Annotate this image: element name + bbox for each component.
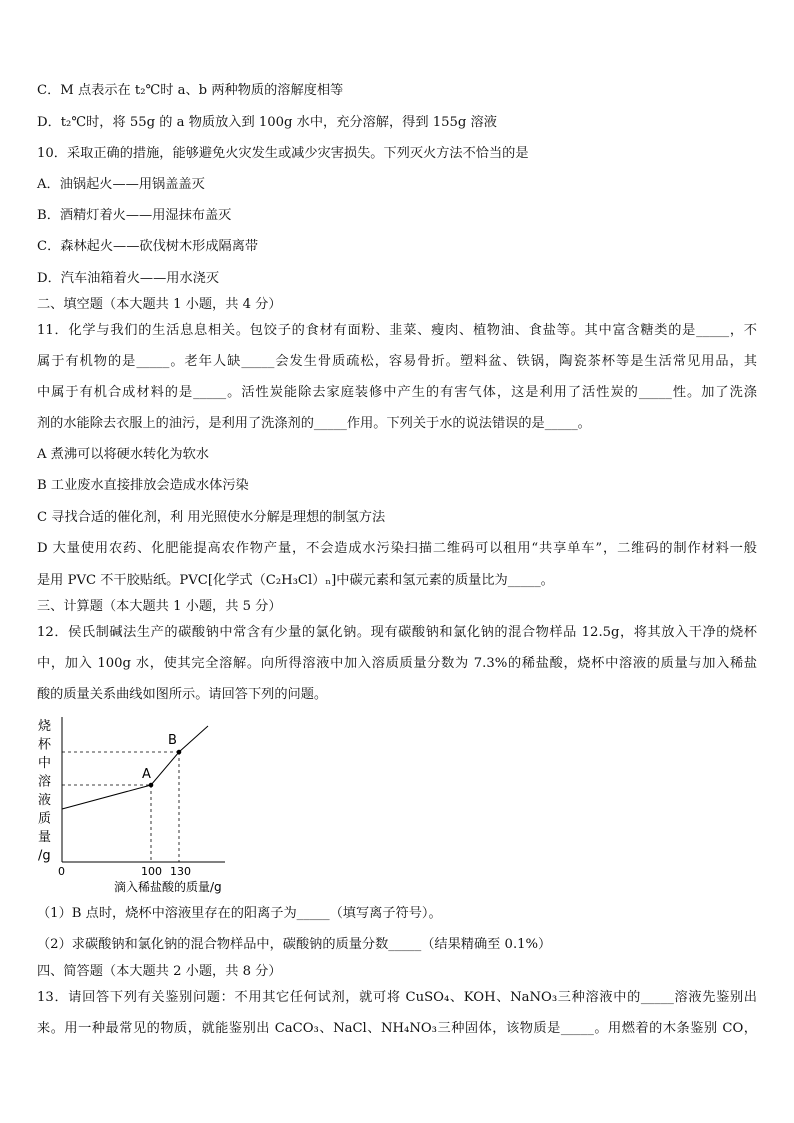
x-tick-100: 100 (141, 865, 162, 878)
x-tick-0: 0 (58, 865, 65, 878)
line-11: 中属于有机合成材料的是_____。活性炭能除去家庭装修中产生的有害气体，这是利用了活性炭的_____性。加了洗涤 (37, 385, 757, 400)
line-12: 剂的水能除去衣服上的油污，是利用了洗涤剂的_____作用。下列关于水的说法错误的是_____。 (37, 416, 591, 431)
y-axis-label-char: 杯 (38, 737, 52, 753)
point-a-label: A (142, 767, 151, 782)
line-20: 中，加入 100g 水，使其完全溶解。向所得溶液中加入溶质质量分数为 7.3%的稀盐酸，烧杯中溶液的质量与加入稀盐 (37, 656, 757, 671)
line-22: （1）B 点时，烧杯中溶液里存在的阳离子为_____（填写离子符号）。 (37, 906, 442, 921)
line-9: 11．化学与我们的生活息息相关。包饺子的食材有面粉、韭菜、瘦肉、植物油、食盐等。其中富含糖类的是_____，不 (37, 323, 757, 338)
line-21: 酸的质量关系曲线如图所示。请回答下列的问题。 (37, 687, 328, 702)
y-axis-label-char: /g (38, 848, 51, 864)
section-heading-3: 三、计算题（本大题共 1 小题，共 5 分） (37, 599, 282, 614)
section-heading-4: 四、简答题（本大题共 2 小题，共 8 分） (37, 964, 282, 979)
y-axis-label-char: 质 (38, 811, 52, 827)
line-26: 来。用一种最常见的物质，就能鉴别出 CaCO₃、NaCl、NH₄NO₃三种固体，该物质是_____。用燃着的木条鉴别 CO， (37, 1021, 757, 1036)
line-6: C．森林起火——砍伐树木形成隔离带 (37, 239, 259, 254)
point-b-label: B (168, 733, 177, 748)
y-axis-label-char: 中 (38, 756, 52, 771)
line-10: 属于有机物的是_____。老年人缺_____会发生骨质疏松，容易骨折。塑料盆、铁锅，陶瓷茶杯等是生活常见用品，其 (37, 354, 757, 369)
line-5: B．酒精灯着火——用湿抹布盖灭 (37, 208, 232, 223)
point-b (177, 750, 182, 755)
solution-mass-curve (62, 726, 208, 809)
y-axis-label (38, 718, 52, 864)
line-15: C 寻找合适的催化剂，利 用光照使水分解是理想的制氢方法 (37, 510, 386, 525)
line-19: 12．侯氏制碱法生产的碳酸钠中常含有少量的氯化钠。现有碳酸钠和氯化钠的混合物样品 12.5g，将其放入干净的烧杯 (37, 625, 757, 640)
y-axis-label-char: 溶 (38, 774, 52, 790)
line-14: B 工业废水直接排放会造成水体污染 (37, 478, 249, 493)
line-4: A．油锅起火——用锅盖盖灭 (37, 177, 205, 192)
y-axis-label-char: 量 (38, 830, 52, 845)
y-axis-label-char: 液 (38, 793, 52, 808)
x-tick-130: 130 (170, 865, 191, 878)
line-16: D 大量使用农药、化肥能提高农作物产量，不会造成水污染扫描二维码可以租用“共享单车”，二维码的制作材料一般 (37, 541, 757, 556)
line-25: 13．请回答下列有关鉴别问题：不用其它任何试剂，就可将 CuSO₄、KOH、NaNO₃三种溶液中的_____溶液先鉴别出 (37, 990, 757, 1005)
line-13: A 煮沸可以将硬水转化为软水 (37, 447, 209, 462)
line-17: 是用 PVC 不干胶贴纸。PVC[化学式（C₂H₃Cl）ₙ]中碳元素和氢元素的质量比为_____。 (37, 573, 554, 588)
y-axis-label-char: 烧 (38, 719, 52, 734)
line-2: D．t₂℃时，将 55g 的 a 物质放入到 100g 水中，充分溶解，得到 155g 溶液 (37, 115, 497, 130)
line-3: 10．采取正确的措施，能够避免火灾发生或减少灾害损失。下列灭火方法不恰当的是 (37, 146, 529, 161)
line-23: （2）求碳酸钠和氯化钠的混合物样品中，碳酸钠的质量分数_____（结果精确至 0.1%） (37, 937, 552, 952)
point-a (149, 783, 154, 788)
line-1: C．M 点表示在 t₂℃时 a、b 两种物质的溶解度相等 (37, 83, 344, 98)
line-7: D．汽车油箱着火——用水浇灭 (37, 271, 220, 286)
solution-mass-chart (30, 712, 260, 902)
section-heading-2: 二、填空题（本大题共 1 小题，共 4 分） (37, 297, 282, 312)
x-axis-label: 滴入稀盐酸的质量/g (114, 880, 222, 894)
